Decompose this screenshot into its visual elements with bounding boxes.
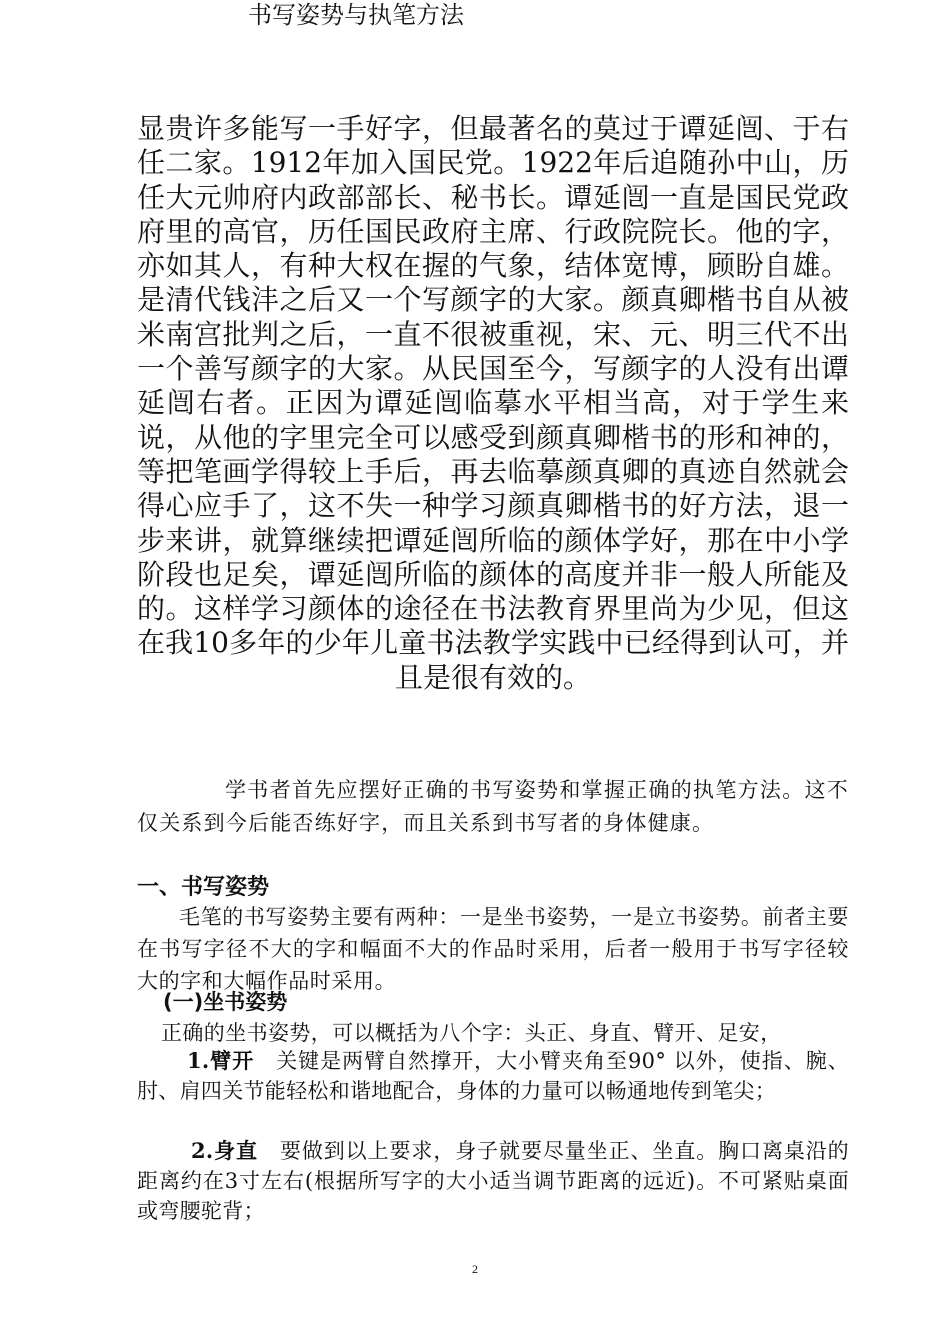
point-body-straight-text: 要做到以上要求，身子就要尽量坐正、坐直。胸口离桌沿的距离约在3寸左右(根据所写字的大小适当调节距离的远近)。不可紧贴桌面或弯腰驼背； bbox=[137, 1139, 849, 1223]
sitting-summary: 正确的坐书姿势，可以概括为八个字：头正、身直、臂开、足安， bbox=[161, 1021, 782, 1045]
section-title: 书写姿势与执笔方法 bbox=[248, 1, 464, 29]
point-arms-open-text: 关键是两臂自然撑开，大小臂夹角至90° 以外，使指、腕、肘、肩四关节能轻松和谐地配合，身体的力量可以畅通地传到笔尖； bbox=[137, 1049, 849, 1103]
posture-paragraph: 毛笔的书写姿势主要有两种：一是坐书姿势，一是立书姿势。前者主要在书写字径不大的字和幅面不大的作品时采用，后者一般用于书写字径较大的字和大幅作品时采用。 bbox=[137, 905, 849, 993]
section-intro-paragraph: 学书者首先应摆好正确的书写姿势和掌握正确的执笔方法。这不仅关系到今后能否练好字，而且关系到书写者的身体健康。 bbox=[137, 778, 849, 835]
page-number: 2 bbox=[472, 1262, 478, 1276]
point-body-straight bbox=[137, 1136, 849, 1226]
point-body-straight-label: 2.身直 bbox=[191, 1138, 258, 1163]
heading-writing-posture: 一、书写姿势 bbox=[137, 875, 270, 900]
heading-sitting-posture: (一)坐书姿势 bbox=[163, 990, 288, 1014]
point-arms-open bbox=[137, 1046, 849, 1106]
intro-paragraph: 显贵许多能写一手好字，但最著名的莫过于谭延闿、于右任二家。1912年加入国民党。1922年后追随孙中山，历任大元帅府内政部部长、秘书长。谭延闿一直是国民党政府里的高官，历任国民政府主席、行政院院长。他的字，亦如其人，有种大权在握的气象，结体宽博，顾盼自雄。是清代钱沣之后又一个写颜字的大家。颜真卿楷书自从被米南宫批判之后，一直不很被重视，宋、元、明三代不出一个善写颜字的大家。从民国至今，写颜字的人没有出谭延闿右者。正因为谭延闿临摹水平相当高，对于学生来说，从他的字里完全可以感受到颜真卿楷书的形和神的，等把笔画学得较上手后，再去临摹颜真卿的真迹自然就会得心应手了，这不失一种学习颜真卿楷书的好方法，退一步来讲，就算继续把谭延闿所临的颜体学好，那在中小学阶段也足矣，谭延闿所临的颜体的高度并非一般人所能及的。这样学习颜体的途径在书法教育界里尚为少见，但这在我10多年的少年儿童书法教学实践中已经得到认可，并且是很有效的。 bbox=[137, 112, 849, 694]
point-arms-open-label: 1.臂开 bbox=[187, 1048, 255, 1073]
